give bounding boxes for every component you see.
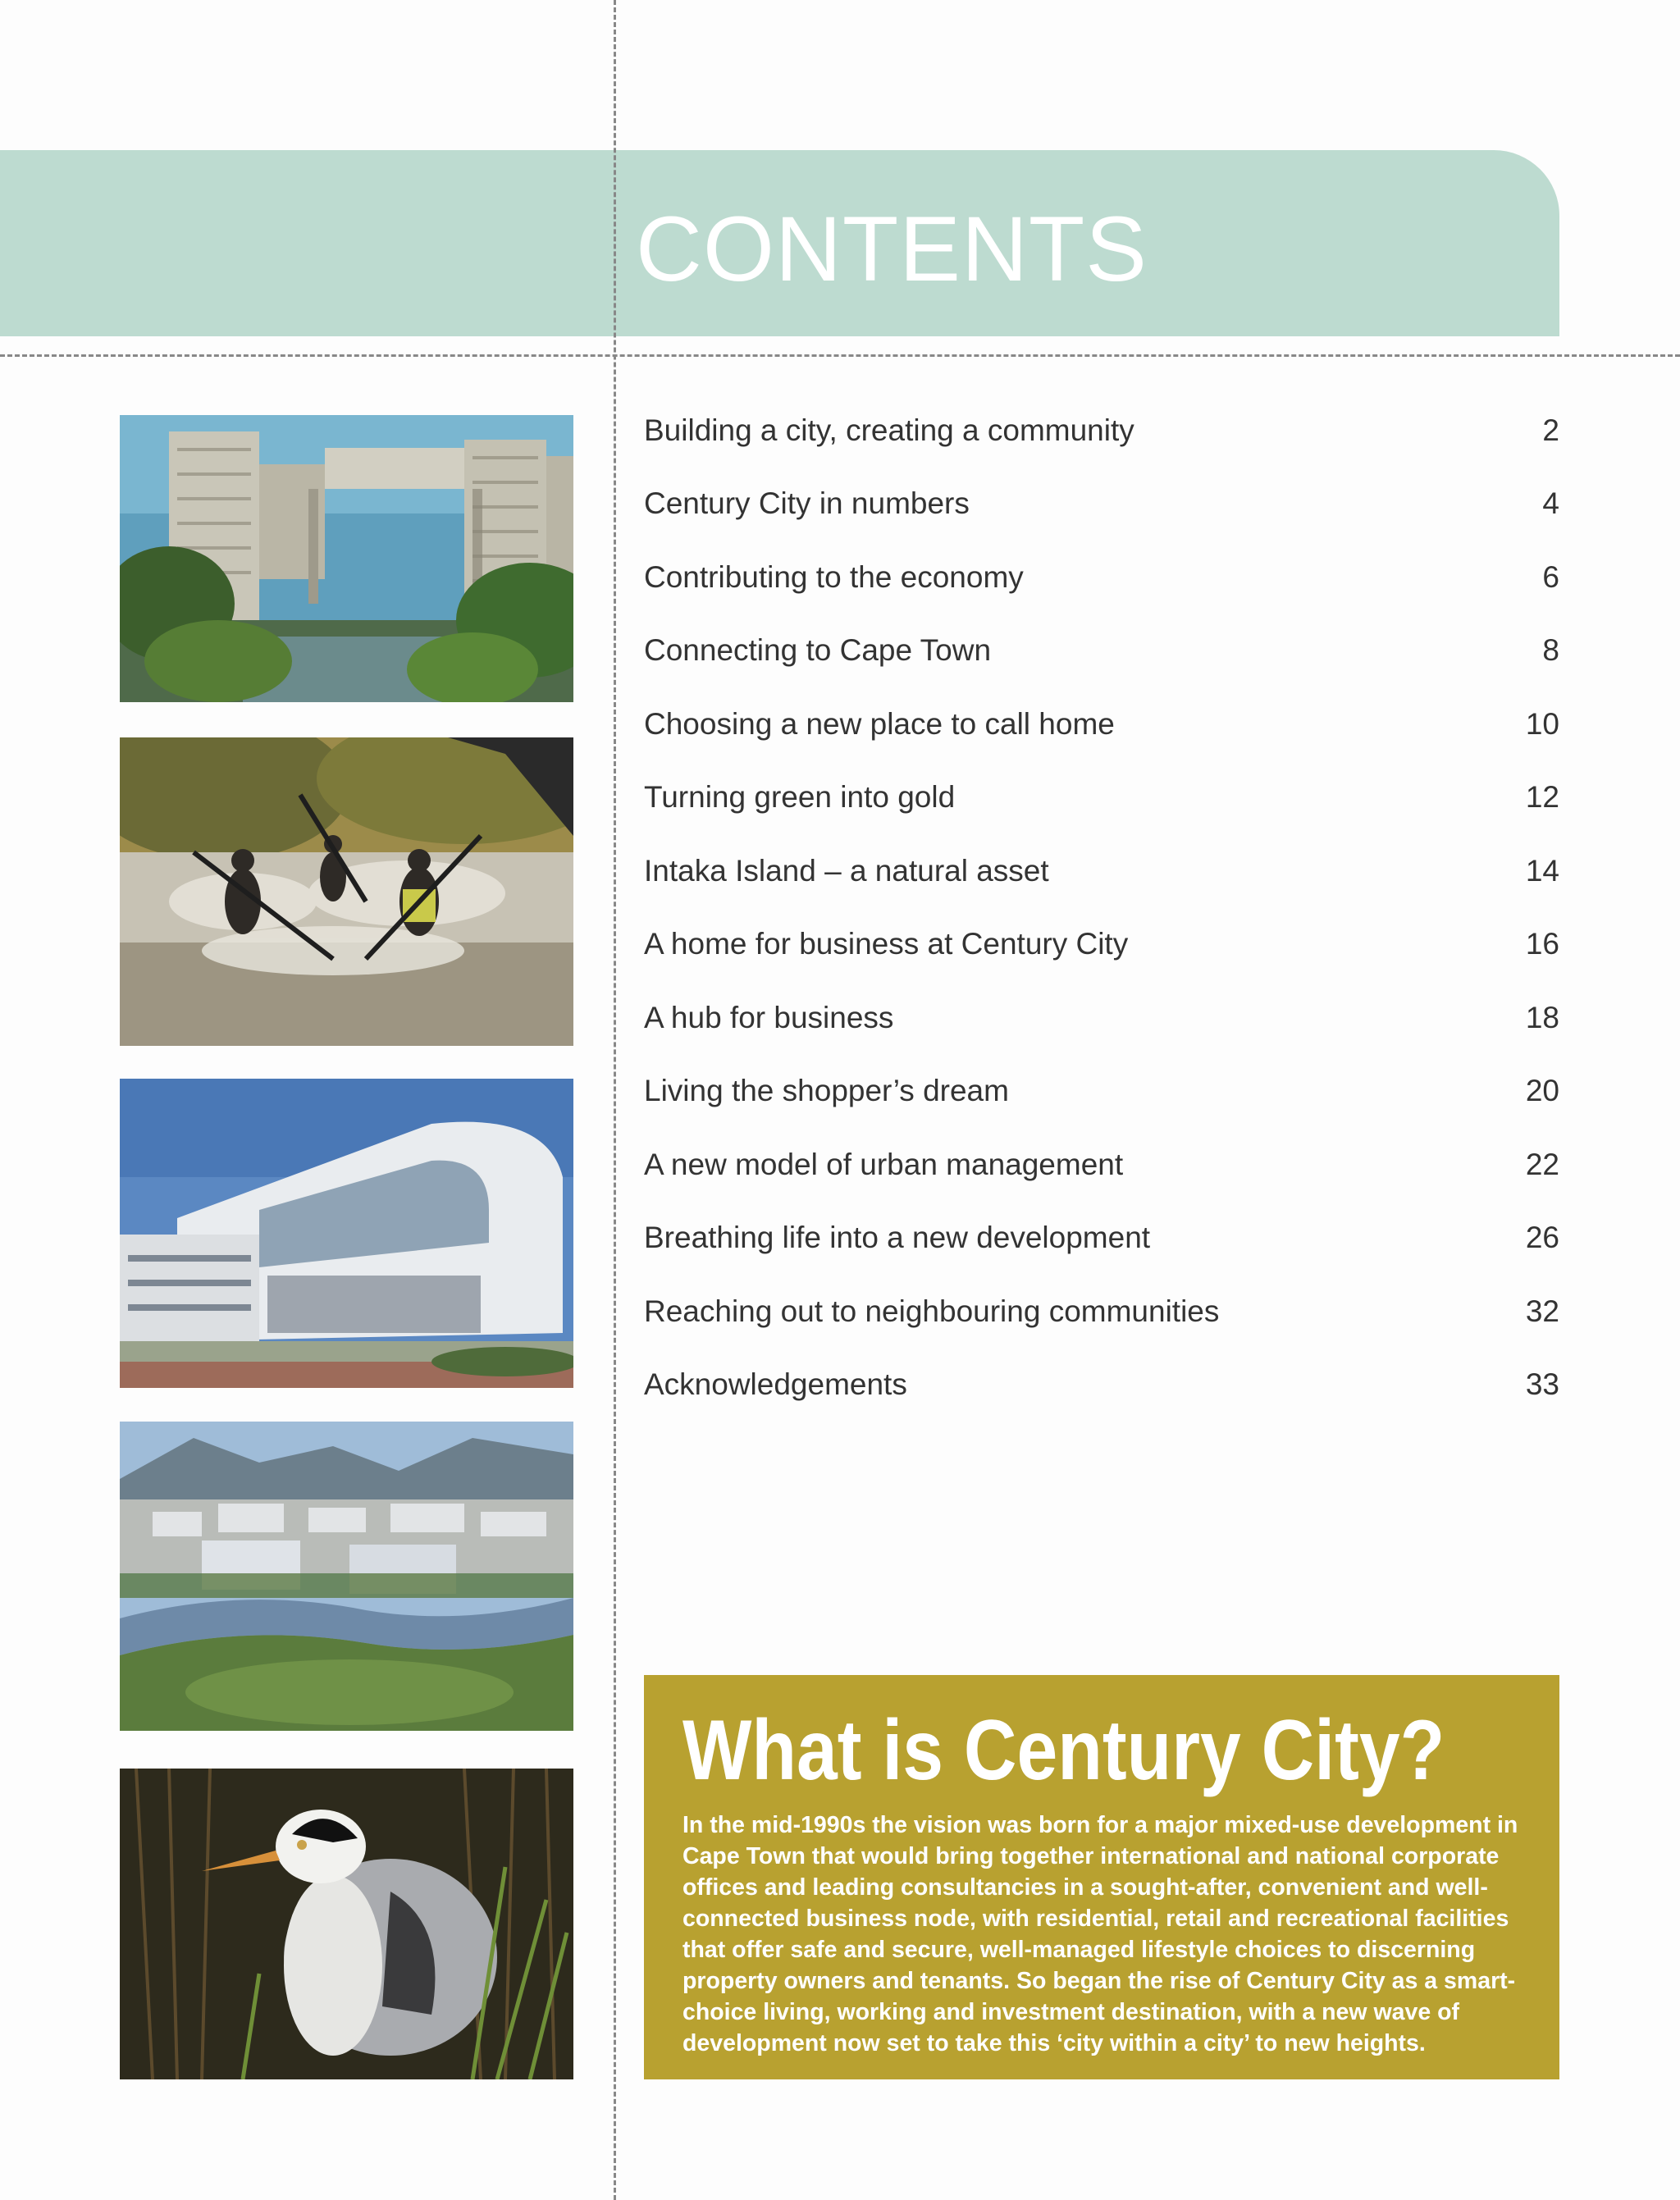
grey-heron-photo [120, 1769, 573, 2079]
toc-entry[interactable] [644, 908, 1559, 982]
toc-entry[interactable] [644, 541, 1559, 614]
about-title: What is Century City? [682, 1703, 1445, 1798]
toc-entry-title: Contributing to the economy [644, 559, 1024, 594]
toc-entry[interactable] [644, 687, 1559, 761]
toc-entry-title: Living the shopper’s dream [644, 1074, 1009, 1108]
toc-entry[interactable] [644, 1128, 1559, 1202]
toc-entry-page: 10 [1525, 706, 1559, 741]
toc-entry[interactable] [644, 1055, 1559, 1129]
apartment-buildings-canal-photo [120, 415, 573, 702]
toc-entry-page: 2 [1542, 413, 1559, 447]
toc-entry-title: A home for business at Century City [644, 927, 1129, 961]
toc-entry[interactable] [644, 1349, 1559, 1422]
toc-entry-title: Connecting to Cape Town [644, 633, 992, 668]
toc-entry-title: Acknowledgements [644, 1367, 907, 1402]
toc-entry-title: A hub for business [644, 1000, 894, 1034]
toc-entry[interactable] [644, 1275, 1559, 1349]
toc-entry-title: Turning green into gold [644, 780, 956, 815]
horizontal-dashed-divider [0, 354, 1680, 357]
toc-entry[interactable] [644, 981, 1559, 1055]
toc-entry-page: 32 [1525, 1294, 1559, 1328]
toc-entry-title: Intaka Island – a natural asset [644, 853, 1049, 888]
toc-entry-page: 16 [1525, 927, 1559, 961]
toc-entry[interactable] [644, 834, 1559, 908]
toc-entry-page: 18 [1525, 1000, 1559, 1034]
chevron-building-photo [120, 1079, 573, 1388]
toc-entry-page: 6 [1542, 559, 1559, 594]
toc-entry-title: A new model of urban management [644, 1147, 1124, 1181]
page-title: CONTENTS [636, 198, 1148, 300]
toc-entry-page: 20 [1525, 1074, 1559, 1108]
toc-entry-page: 12 [1525, 780, 1559, 815]
toc-entry-page: 26 [1525, 1221, 1559, 1255]
toc-entry-title: Century City in numbers [644, 486, 970, 521]
residential-wetland-mountain-photo [120, 1422, 573, 1731]
toc-entry[interactable] [644, 614, 1559, 688]
about-century-city-box [644, 1675, 1559, 2079]
table-of-contents [644, 394, 1559, 1422]
toc-entry-page: 4 [1542, 486, 1559, 521]
toc-entry-title: Building a city, creating a community [644, 413, 1134, 447]
toc-entry[interactable] [644, 761, 1559, 835]
kayak-race-photo [120, 737, 573, 1046]
vertical-dashed-divider [614, 0, 616, 2200]
toc-entry-page: 33 [1525, 1367, 1559, 1402]
toc-entry-title: Choosing a new place to call home [644, 706, 1115, 741]
toc-entry-title: Breathing life into a new development [644, 1221, 1151, 1255]
toc-entry[interactable] [644, 468, 1559, 541]
toc-entry[interactable] [644, 394, 1559, 468]
toc-entry-page: 14 [1525, 853, 1559, 888]
toc-entry-page: 22 [1525, 1147, 1559, 1181]
toc-entry[interactable] [644, 1202, 1559, 1276]
toc-entry-title: Reaching out to neighbouring communities [644, 1294, 1220, 1328]
about-body-text: In the mid-1990s the vision was born for a major mixed-use development in Cape Town that would bring together international and national corporate offices and leading consultancies in a sought-after, convenient and well-connected business node, with residential, retail and recreational facilities that offer safe and secure, well-managed lifestyle choices to discerning property owners and tenants. So began the rise of Century City as a smart-choice living, working and investment destination, with a new wave of development now set to take this ‘city within a city’ to new heights. [682, 1812, 1518, 2056]
toc-entry-page: 8 [1542, 633, 1559, 668]
